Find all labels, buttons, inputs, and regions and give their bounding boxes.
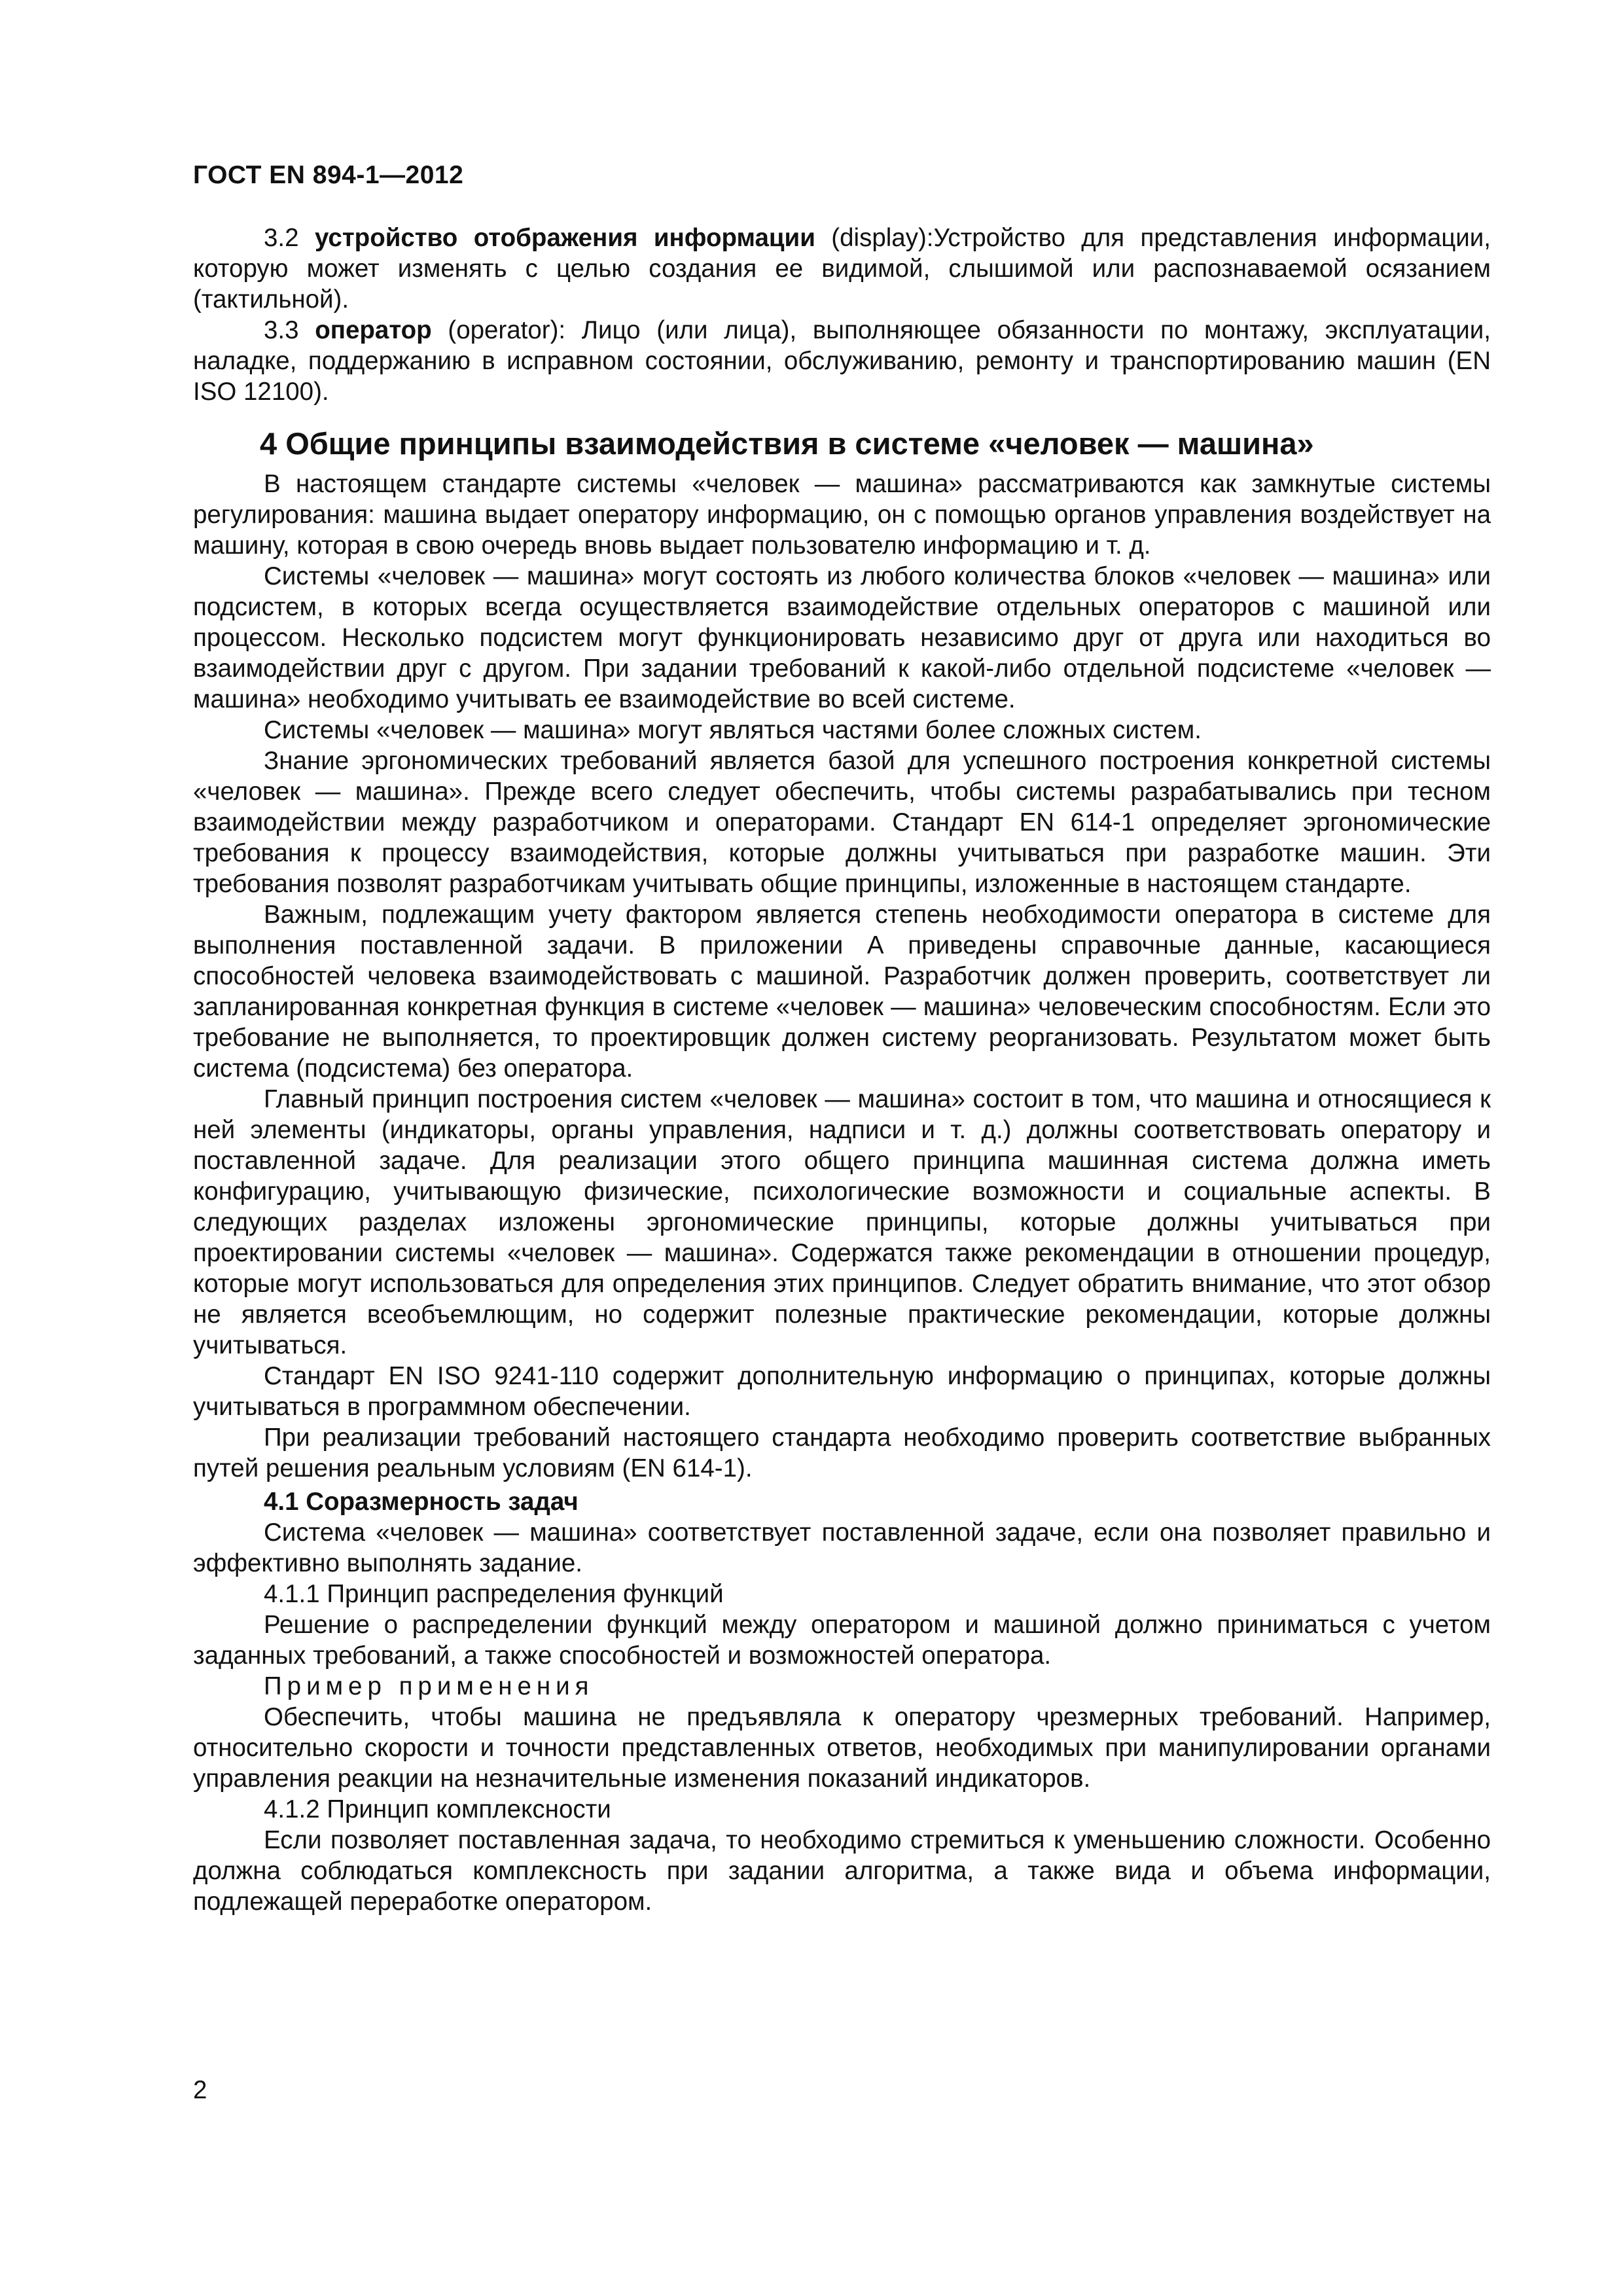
section-4-1-2-heading: 4.1.2 Принцип комплексности: [264, 1795, 611, 1823]
defined-term: оператор: [315, 316, 432, 344]
paragraph: Если позволяет поставленная задача, то необходимо стремиться к уменьшению сложности. Особенно должна соблюдаться комплексность при задании алгоритма, а также вида и объема информации, подлежащей переработке оператором.: [193, 1826, 1491, 1916]
document-body: [193, 223, 1491, 1917]
paragraph: Система «человек — машина» соответствует поставленной задаче, если она позволяет правильно и эффективно выполнять задание.: [193, 1518, 1491, 1577]
paragraph: Обеспечить, чтобы машина не предъявляла к оператору чрезмерных требований. Например, относительно скорости и точности представленных ответов, необходимых при манипулировании органами управления реакции на незначительные изменения показаний индикаторов.: [193, 1703, 1491, 1793]
definition-3-2: [193, 223, 1491, 315]
section-4-heading: 4 Общие принципы взаимодействия в системе «человек — машина»: [260, 426, 1314, 461]
paragraph: В настоящем стандарте системы «человек — машина» рассматриваются как замкнутые системы регулирования: машина выдает оператору информацию, он с помощью органов управления воздействует на машину, которая в свою очередь вновь выдает пользователю информацию и т. д.: [193, 470, 1491, 560]
page-number: 2: [193, 2076, 207, 2104]
paragraph: Решение о распределении функций между оператором и машиной должно приниматься с учетом заданных требований, а также способностей и возможностей оператора.: [193, 1611, 1491, 1670]
defined-term: устройство отображения информации: [314, 224, 815, 252]
definition-text: (display):Устройство для представления информации, которую может изменять с целью создания ее видимой, слышимой или распознаваемой осязанием (тактильной).: [193, 224, 1491, 314]
definition-text: (operator): Лицо (или лица), выполняющее обязанности по монтажу, эксплуатации, наладке, поддержанию в исправном состоянии, обслуживанию, ремонту и транспортированию машин (EN ISO 12100).: [193, 316, 1491, 406]
paragraph: Системы «человек — машина» могут состоять из любого количества блоков «человек — машина» или подсистем, в которых всегда осуществляется взаимодействие отдельных операторов с машиной или процессом. Несколько подсистем могут функционировать независимо друг от друга или находиться во взаимодействии друг с другом. При задании требований к какой-либо отдельной подсистеме «человек — машина» необходимо учитывать ее взаимодействие во всей системе.: [193, 562, 1491, 713]
paragraph: При реализации требований настоящего стандарта необходимо проверить соответствие выбранных путей решения реальным условиям (EN 614-1).: [193, 1424, 1491, 1482]
clause-number: 3.2: [264, 224, 299, 252]
clause-number: 3.3: [264, 316, 299, 344]
paragraph: Системы «человек — машина» могут являться частями более сложных систем.: [264, 716, 1202, 744]
document-header: ГОСТ EN 894-1—2012: [193, 161, 464, 189]
section-4-1-1-heading: 4.1.1 Принцип распределения функций: [264, 1580, 724, 1608]
section-4-1-heading: 4.1 Соразмерность задач: [264, 1488, 579, 1516]
paragraph: Главный принцип построения систем «человек — машина» состоит в том, что машина и относящиеся к ней элементы (индикаторы, органы управления, надписи и т. д.) должны соответствовать оператору и поставленной задаче. Для реализации этого общего принципа машинная система должна иметь конфигурацию, учитывающую физические, психологические возможности и социальные аспекты. В следующих разделах изложены эргономические принципы, которые должны учитываться при проектировании системы «человек — машина». Содержатся также рекомендации в отношении процедур, которые могут использоваться для определения этих принципов. Следует обратить внимание, что этот обзор не является всеобъемлющим, но содержит полезные практические рекомендации, которые должны учитываться.: [193, 1085, 1491, 1359]
definition-3-3: [193, 315, 1491, 407]
example-label: Пример применения: [264, 1672, 594, 1700]
paragraph: Знание эргономических требований является базой для успешного построения конкретной системы «человек — машина». Прежде всего следует обеспечить, чтобы системы разрабатывались при тесном взаимодействии между разработчиком и операторами. Стандарт EN 614-1 определяет эргономические требования к процессу взаимодействия, которые должны учитываться при разработке машин. Эти требования позволят разработчикам учитывать общие принципы, изложенные в настоящем стандарте.: [193, 747, 1491, 898]
paragraph: Важным, подлежащим учету фактором является степень необходимости оператора в системе для выполнения поставленной задачи. В приложении А приведены справочные данные, касающиеся способностей человека взаимодействовать с машиной. Разработчик должен проверить, соответствует ли запланированная конкретная функция в системе «человек — машина» человеческим способностям. Если это требование не выполняется, то проектировщик должен систему реорганизовать. Результатом может быть система (подсистема) без оператора.: [193, 901, 1491, 1083]
paragraph: Стандарт EN ISO 9241-110 содержит дополнительную информацию о принципах, которые должны учитываться в программном обеспечении.: [193, 1362, 1491, 1421]
